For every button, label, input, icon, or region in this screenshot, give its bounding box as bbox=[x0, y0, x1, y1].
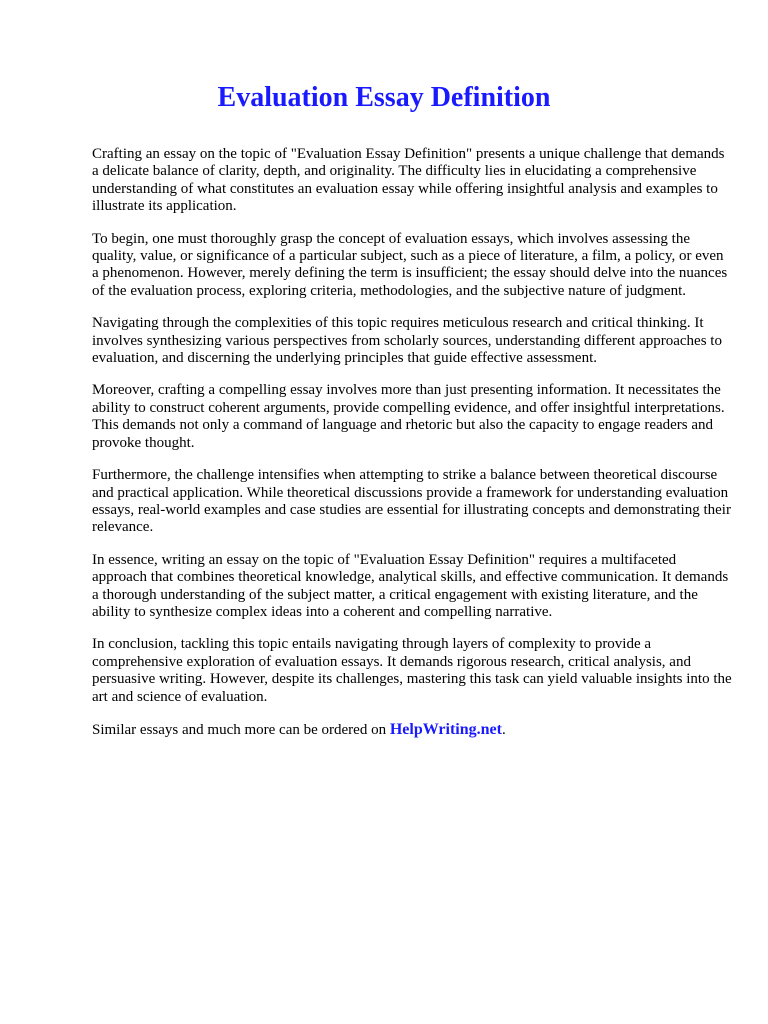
paragraph-4: Moreover, crafting a compelling essay involves more than just presenting information. It necessitates the ability to construct coherent arguments, provide compelling evidence, and offer insightful interpretations. This demands not only a command of language and rhetoric but also the capacity to engage readers and provoke thought. bbox=[92, 382, 725, 451]
paragraph-1: Crafting an essay on the topic of "Evaluation Essay Definition" presents a unique challenge that demands a delicate balance of clarity, depth, and originality. The difficulty lies in elucidating a comprehensive understanding of what constitutes an evaluation essay while offering insightful analysis and examples to illustrate its application. bbox=[92, 146, 725, 215]
page-title: Evaluation Essay Definition bbox=[217, 82, 551, 113]
paragraph-6: In essence, writing an essay on the topic of "Evaluation Essay Definition" requires a multifaceted approach that combines theoretical knowledge, analytical skills, and effective communication. It demands a thorough understanding of the subject matter, a critical engagement with existing literature, and the ability to synthesize complex ideas into a coherent and compelling narrative. bbox=[92, 551, 729, 620]
closing-suffix: . bbox=[501, 721, 506, 738]
essay-body bbox=[92, 146, 732, 754]
helpwriting-link[interactable]: HelpWriting.net bbox=[389, 720, 502, 738]
paragraph-5: Furthermore, the challenge intensifies when attempting to strike a balance between theoretical discourse and practical application. While theoretical discussions provide a framework for understanding evaluation essays, real-world examples and case studies are essential for illustrating concepts and demonstrating their relevance. bbox=[92, 467, 731, 536]
paragraph-3: Navigating through the complexities of this topic requires meticulous research and critical thinking. It involves synthesizing various perspectives from scholarly sources, understanding different approaches to evaluation, and discerning the underlying principles that guide effective assessment. bbox=[92, 315, 722, 367]
paragraph-7: In conclusion, tackling this topic entails navigating through layers of complexity to provide a comprehensive exploration of evaluation essays. It demands rigorous research, critical analysis, and persuasive writing. However, despite its challenges, mastering this task can yield valuable insights into the art and science of evaluation. bbox=[92, 636, 732, 705]
paragraph-2: To begin, one must thoroughly grasp the concept of evaluation essays, which involves assessing the quality, value, or significance of a particular subject, such as a piece of literature, a film, a policy, or even a phenomenon. However, merely defining the term is insufficient; the essay should delve into the nuances of the evaluation process, exploring criteria, methodologies, and the subjective nature of judgment. bbox=[92, 230, 728, 299]
closing-text: Similar essays and much more can be ordered on bbox=[92, 721, 390, 738]
closing-line bbox=[92, 721, 732, 739]
